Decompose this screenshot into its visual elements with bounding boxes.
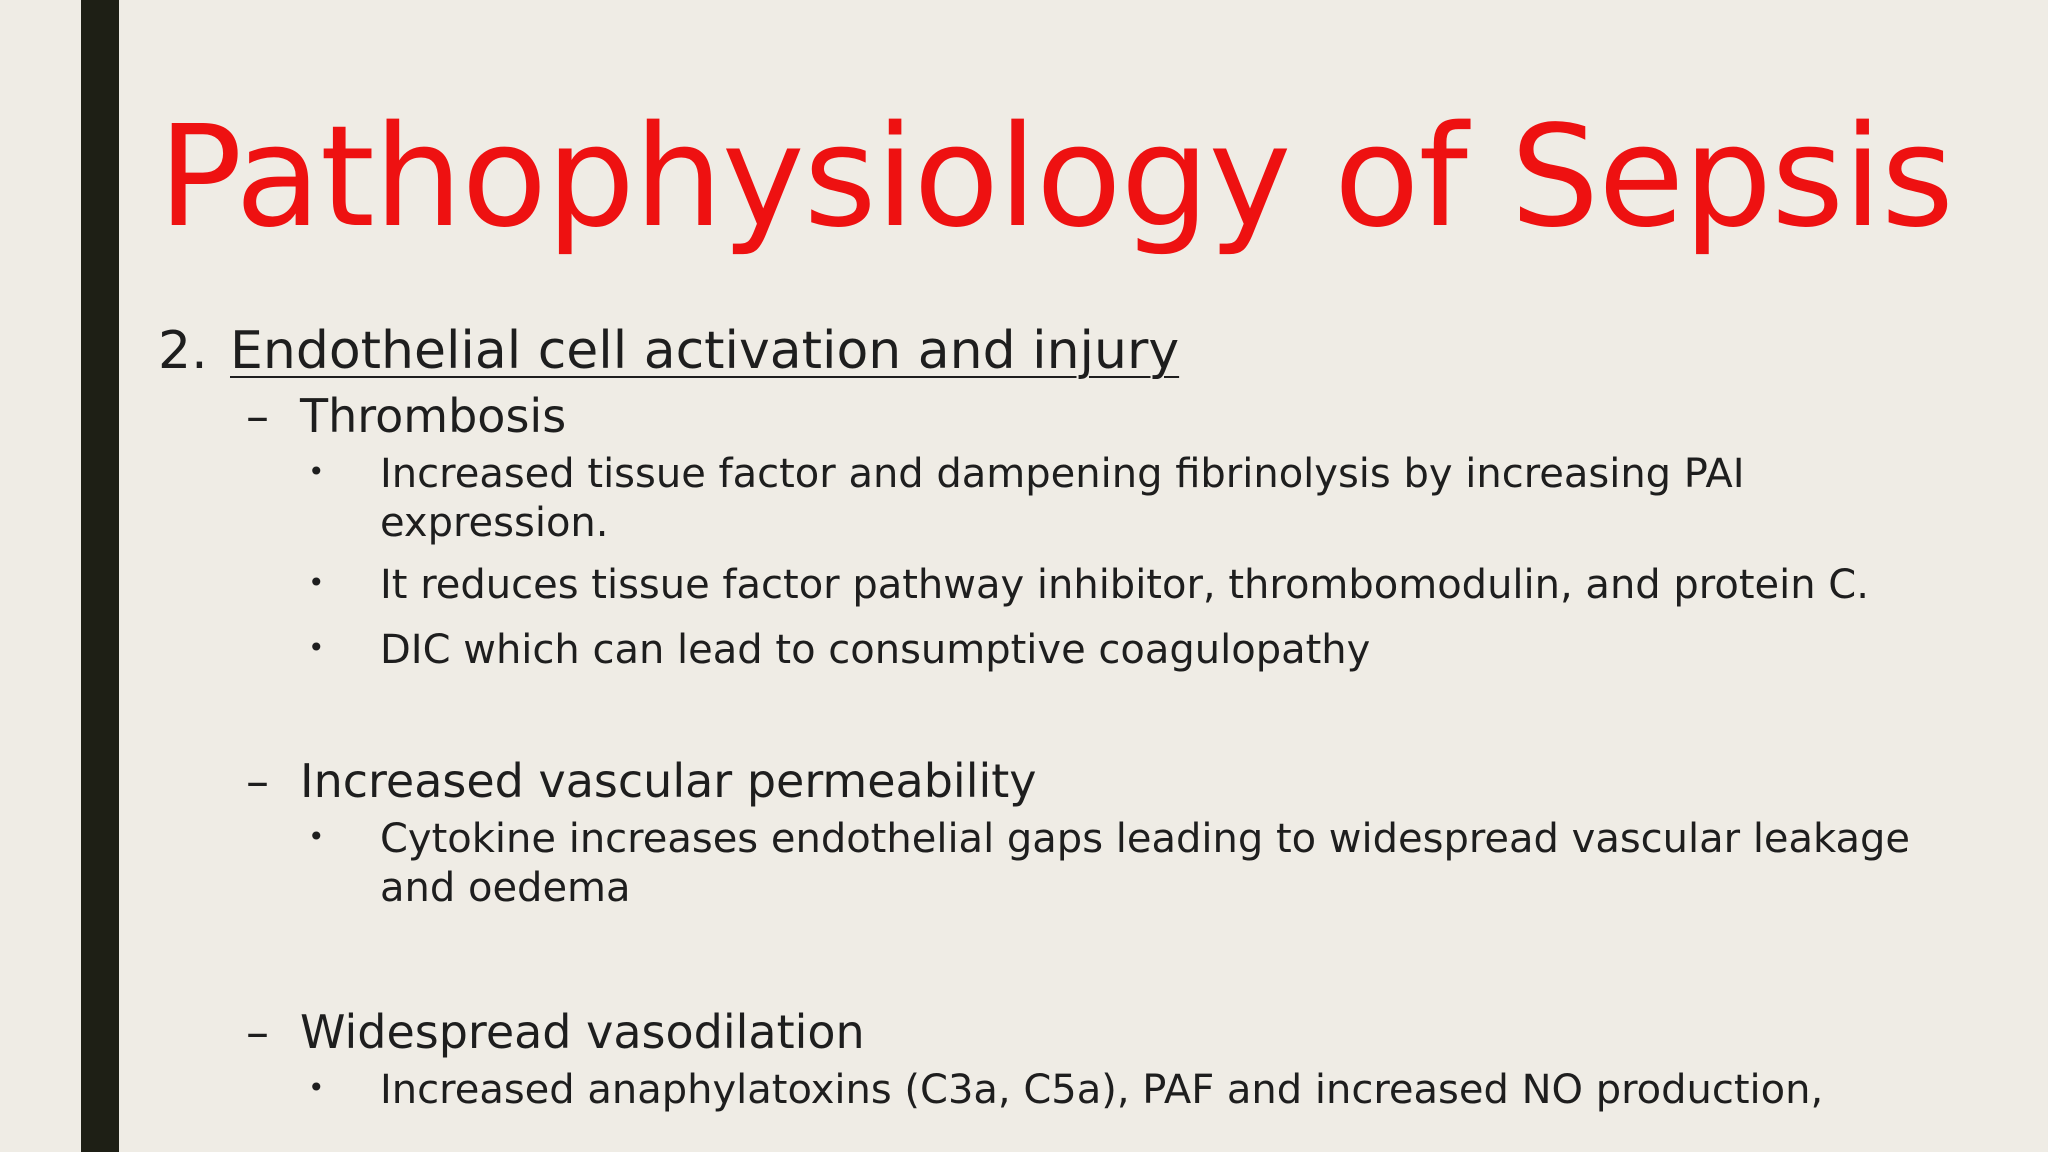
subheading-vasodilation [246,1002,2018,1066]
dash-marker: – [246,754,269,808]
left-accent-bar [81,0,119,1152]
slide-title: Pathophysiology of Sepsis [158,96,1953,259]
subheading-text: Widespread vasodilation [300,1005,865,1059]
bullet-text: DIC which can lead to consumptive coagulopathy [380,627,1371,673]
bullet-text: Cytokine increases endothelial gaps leading to widespread vascular leakage and oedema [380,816,1911,911]
bullet-item [308,815,2018,913]
subheading-thrombosis [246,386,2018,450]
subheading-text: Increased vascular permeability [300,754,1037,808]
section-heading-text: Endothelial cell activation and injury [230,321,1180,381]
bullet-marker: • [308,820,325,853]
bullet-marker: • [308,566,325,599]
bullet-item [308,626,2018,678]
spacer [158,926,2018,1002]
bullet-marker: • [308,1071,325,1104]
section-heading [158,318,2018,386]
spacer [158,691,2018,751]
bullet-item [308,561,2018,613]
bullet-text: Increased anaphylatoxins (C3a, C5a), PAF and increased NO production, [380,1067,1824,1113]
bullet-text: It reduces tissue factor pathway inhibitor, thrombomodulin, and protein C. [380,562,1869,608]
bullet-item [308,450,2018,548]
bullet-marker: • [308,455,325,488]
subheading-vascular-permeability [246,751,2018,815]
bullet-item [308,1066,2018,1118]
dash-marker: – [246,389,269,443]
subheading-text: Thrombosis [300,389,567,443]
slide-content [158,318,2018,1131]
bullet-marker: • [308,631,325,664]
dash-marker: – [246,1005,269,1059]
section-number: 2. [158,321,208,381]
bullet-text: Increased tissue factor and dampening fibrinolysis by increasing PAI expression. [380,451,1745,546]
